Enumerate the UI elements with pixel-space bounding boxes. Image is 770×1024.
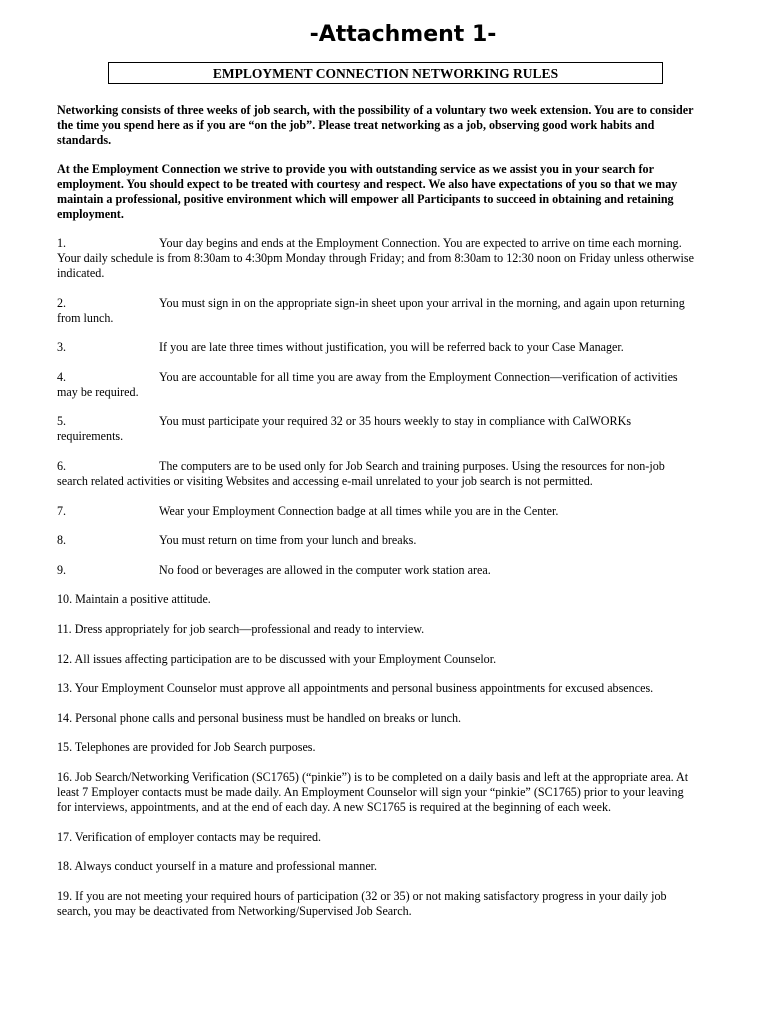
rule-item: 13. Your Employment Counselor must approve all appointments and personal business appointments for excused absences.	[57, 681, 654, 696]
rule-number: 4.	[57, 369, 67, 384]
rule-item	[57, 533, 697, 548]
rule-item	[57, 414, 697, 444]
rule-item: 12. All issues affecting participation are to be discussed with your Employment Counselor.	[57, 651, 497, 666]
rule-item: 17. Verification of employer contacts may be required.	[57, 829, 322, 844]
rule-item: 14. Personal phone calls and personal business must be handled on breaks or lunch.	[57, 710, 462, 725]
rule-item: 16. Job Search/Networking Verification (SC1765) (“pinkie”) is to be completed on a daily basis and left at the appropriate area. At least 7 Employer contacts must be made daily. An Employment Counselor will sign your “pinkie” (SC1765) prior to your leaving for interviews, appointments, and at the end of each day. A new SC1765 is required at the beginning of each week.	[57, 769, 689, 814]
rule-item: 18. Always conduct yourself in a mature and professional manner.	[57, 859, 378, 874]
rule-item	[57, 296, 697, 326]
attachment-title: -Attachment 1-	[309, 22, 497, 47]
rule-number: 5.	[57, 414, 67, 429]
rule-item: 11. Dress appropriately for job search—professional and ready to interview.	[57, 621, 425, 636]
rule-text: You must sign in on the appropriate sign-in sheet upon your arrival in the morning, and again upon returning from lunch.	[57, 295, 685, 325]
rule-item: 19. If you are not meeting your required hours of participation (32 or 35) or not making satisfactory progress in your daily job search, you may be deactivated from Networking/Supervised Job Search.	[57, 888, 667, 918]
rule-item	[57, 340, 697, 355]
rule-text: No food or beverages are allowed in the computer work station area.	[159, 562, 491, 577]
rule-text: You must return on time from your lunch and breaks.	[159, 533, 417, 548]
rule-number: 6.	[57, 458, 67, 473]
document-heading: EMPLOYMENT CONNECTION NETWORKING RULES	[108, 62, 663, 84]
rule-text: If you are late three times without justification, you will be referred back to your Case Manager.	[159, 340, 624, 355]
rule-item	[57, 563, 697, 578]
rule-number: 2.	[57, 295, 67, 310]
rule-item	[57, 370, 697, 400]
rule-text: You are accountable for all time you are away from the Employment Connection—verification of activities may be required.	[57, 369, 678, 399]
rule-item	[57, 236, 697, 281]
rule-item	[57, 504, 697, 519]
rule-item: 15. Telephones are provided for Job Search purposes.	[57, 740, 316, 755]
rule-item	[57, 459, 697, 489]
rule-text: Wear your Employment Connection badge at all times while you are in the Center.	[159, 503, 559, 518]
rule-text: Your day begins and ends at the Employment Connection. You are expected to arrive on time each morning. Your daily schedule is from 8:30am to 4:30pm Monday through Friday; and from 8:30am to 12:30 noon on Friday unless otherwise indicated.	[57, 236, 694, 280]
rule-text: The computers are to be used only for Job Search and training purposes. Using the resources for non-job search related activities or visiting Websites and accessing e-mail unrelated to your job search is not permitted.	[57, 458, 665, 488]
rule-number: 1.	[57, 236, 67, 250]
rule-number: 3.	[57, 340, 67, 355]
rule-number: 8.	[57, 533, 67, 548]
document-body	[57, 103, 697, 933]
rule-item: 10. Maintain a positive attitude.	[57, 592, 211, 607]
rule-text: You must participate your required 32 or 35 hours weekly to stay in compliance with CalWORKs requirements.	[57, 414, 632, 444]
rule-number: 7.	[57, 503, 67, 518]
intro-paragraph: Networking consists of three weeks of job search, with the possibility of a voluntary two week extension. You are to consider the time you spend here as if you are “on the job”. Please treat networking as a job, observing good work habits and standards.	[57, 103, 694, 147]
intro-paragraph: At the Employment Connection we strive to provide you with outstanding service as we assist you in your search for employment. You should expect to be treated with courtesy and respect. We also have expectations of you so that we may maintain a professional, positive environment which will empower all Participants to succeed in obtaining and retaining employment.	[57, 162, 678, 221]
rule-number: 9.	[57, 562, 67, 577]
